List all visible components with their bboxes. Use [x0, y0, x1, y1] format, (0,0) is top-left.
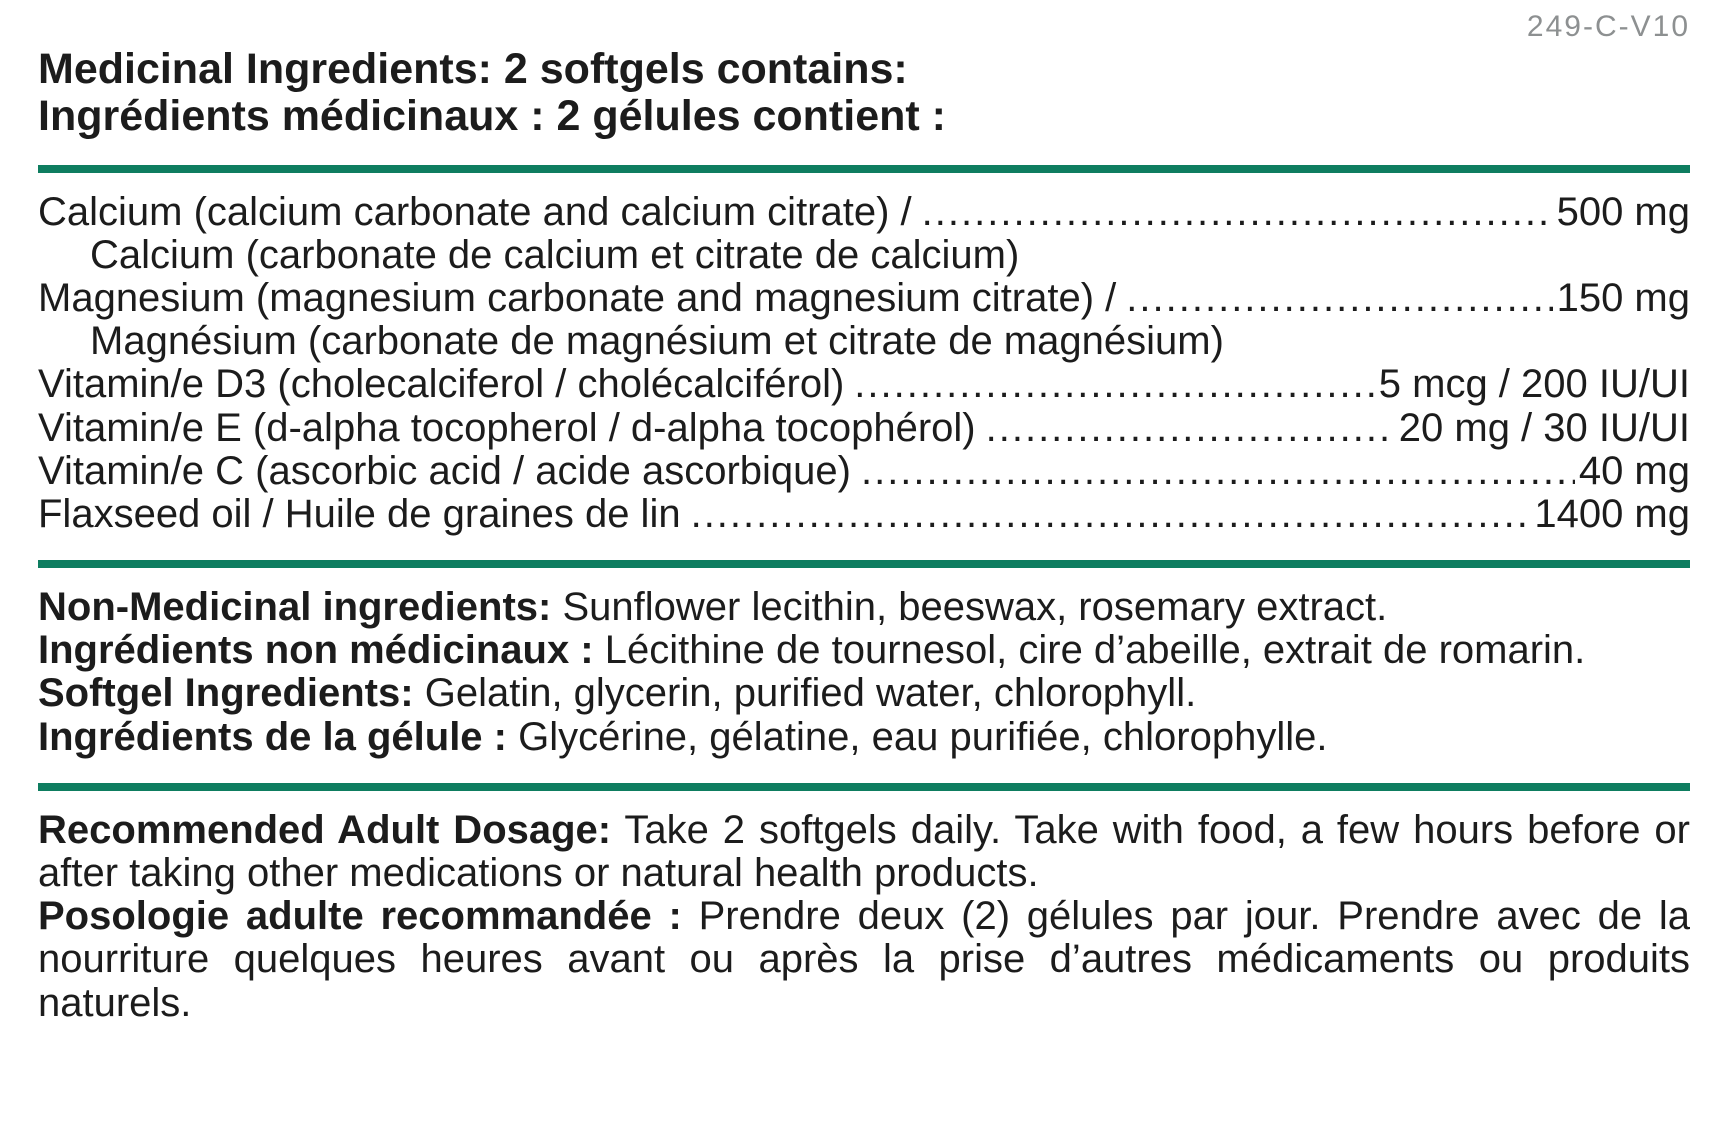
divider-middle — [38, 560, 1690, 568]
medicinal-header-fr: Ingrédients médicinaux : 2 gélules contient : — [38, 92, 946, 141]
non-medicinal-en — [38, 586, 1690, 629]
ingredient-name: Vitamin/e E (d-alpha tocopherol / d-alpha tocophérol) — [38, 405, 976, 450]
divider-bottom — [38, 783, 1690, 791]
ingredient-row-magnesium-fr — [38, 320, 1690, 363]
ingredient-name: Vitamin/e D3 (cholecalciferol / cholécalciférol) — [38, 362, 845, 407]
ingredient-value: 20 mg / 30 IU/UI — [1398, 405, 1690, 450]
non-medicinal-text-en: Sunflower lecithin, beeswax, rosemary extract. — [562, 585, 1388, 630]
ingredient-name: Calcium (calcium carbonate and calcium citrate) / — [38, 189, 912, 234]
softgel-text-en: Gelatin, glycerin, purified water, chlorophyll. — [424, 671, 1197, 716]
ingredient-name: Magnésium (carbonate de magnésium et citrate de magnésium) — [90, 319, 1224, 364]
ingredient-value: 500 mg — [1556, 189, 1690, 234]
dot-leader — [986, 407, 1395, 450]
non-medicinal-section — [38, 586, 1690, 759]
softgel-label-en: Softgel Ingredients: — [38, 671, 414, 716]
ingredient-name: Vitamin/e C (ascorbic acid / acide ascorbique) — [38, 448, 851, 493]
ingredient-value: 5 mcg / 200 IU/UI — [1378, 362, 1690, 407]
dot-leader — [691, 493, 1531, 536]
medicinal-ingredients-list — [38, 191, 1690, 537]
dosage-en — [38, 809, 1690, 895]
ingredient-row-magnesium — [38, 277, 1690, 320]
ingredient-row-vitamin-e — [38, 407, 1690, 450]
dosage-label-en: Recommended Adult Dosage: — [38, 807, 612, 852]
non-medicinal-label-fr: Ingrédients non médicinaux : — [38, 628, 594, 673]
ingredient-row-vitamin-d3 — [38, 363, 1690, 406]
ingredient-value: 1400 mg — [1534, 491, 1690, 536]
dot-leader — [854, 363, 1374, 406]
ingredient-value: 40 mg — [1578, 448, 1690, 493]
non-medicinal-fr — [38, 629, 1690, 672]
medicinal-header-en: Medicinal Ingredients: 2 softgels contains: — [38, 45, 908, 93]
ingredient-name: Magnesium (magnesium carbonate and magnesium citrate) / — [38, 275, 1117, 320]
dosage-label-fr: Posologie adulte recommandée : — [38, 894, 682, 939]
ingredient-value: 150 mg — [1556, 275, 1690, 320]
softgel-text-fr: Glycérine, gélatine, eau purifiée, chlorophylle. — [518, 714, 1328, 759]
product-code: 249-C-V10 — [1526, 10, 1690, 43]
ingredient-name: Calcium (carbonate de calcium et citrate de calcium) — [90, 232, 1020, 277]
dot-leader — [861, 450, 1575, 493]
ingredient-row-calcium-fr — [38, 234, 1690, 277]
dot-leader — [1126, 277, 1552, 320]
softgel-fr — [38, 716, 1690, 759]
ingredient-row-calcium — [38, 191, 1690, 234]
divider-top — [38, 165, 1690, 173]
dot-leader — [922, 191, 1553, 234]
softgel-label-fr: Ingrédients de la gélule : — [38, 714, 507, 759]
non-medicinal-label-en: Non-Medicinal ingredients: — [38, 585, 552, 630]
ingredient-name: Flaxseed oil / Huile de graines de lin — [38, 491, 681, 536]
dosage-section — [38, 809, 1690, 1025]
ingredient-row-flaxseed-oil — [38, 493, 1690, 536]
dosage-text-fr: Prendre deux (2) gélules par jour. Prendre avec de la nourriture quelques heures avant ou après la prise d’autres médicaments ou produits naturels. — [38, 894, 1690, 1025]
non-medicinal-text-fr: Lécithine de tournesol, cire d’abeille, extrait de romarin. — [604, 628, 1586, 673]
dosage-text-en: Take 2 softgels daily. Take with food, a few hours before or after taking other medications or natural health products. — [38, 807, 1691, 896]
dosage-fr — [38, 895, 1690, 1025]
softgel-en — [38, 672, 1690, 715]
ingredient-row-vitamin-c — [38, 450, 1690, 493]
